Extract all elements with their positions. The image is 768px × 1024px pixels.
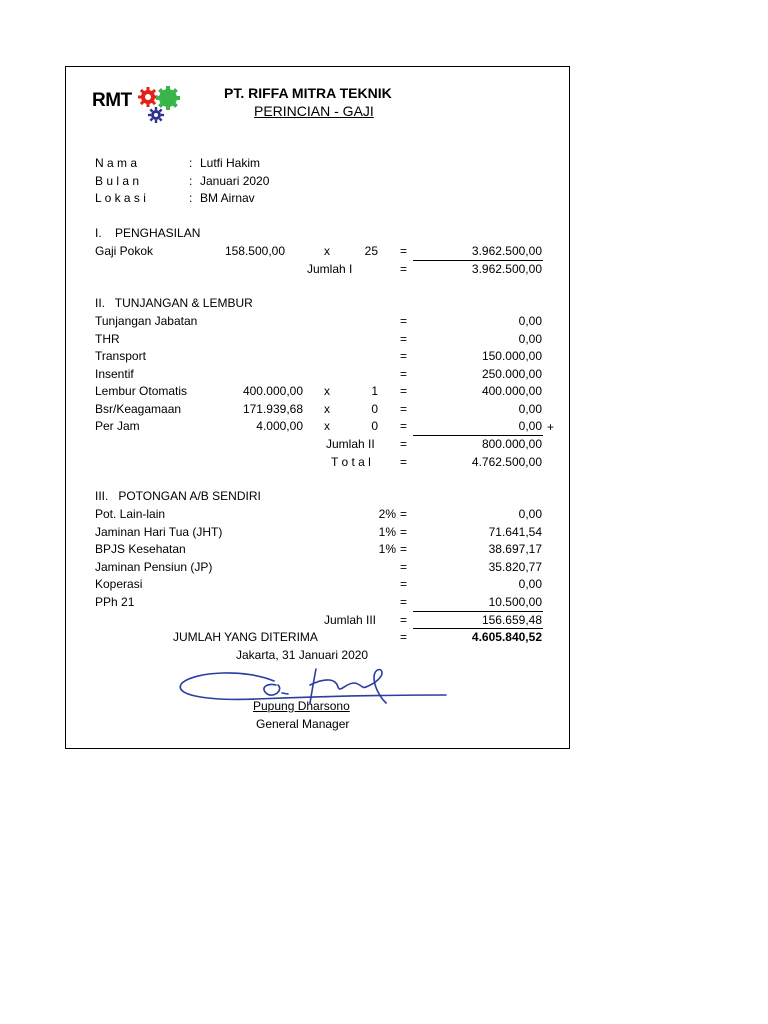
allowance-amount: 0,00	[518, 419, 542, 433]
deduction-amount: 35.820,77	[488, 559, 542, 574]
equals-sign: =	[400, 349, 408, 363]
deduction-label: Jaminan Hari Tua (JHT)	[95, 524, 223, 539]
allowance-qty: 0	[371, 401, 378, 416]
equals-sign: =	[400, 384, 408, 398]
plus-sign: +	[547, 420, 555, 434]
deduction-label: Koperasi	[95, 577, 143, 591]
multiply-sign: x	[324, 384, 330, 398]
equals-sign: =	[400, 244, 408, 258]
allowance-label: Tunjangan Jabatan	[95, 314, 198, 328]
allowance-label: Lembur Otomatis	[95, 384, 188, 398]
allowance-label: Per Jam	[95, 419, 140, 433]
gaji-pokok-amount: 3.962.500,00	[471, 244, 542, 258]
info-colon: :	[189, 156, 193, 170]
multiply-sign: x	[324, 419, 330, 433]
deduction-amount: 10.500,00	[488, 594, 542, 609]
jumlah-1-label: Jumlah I	[307, 262, 353, 276]
subtotal-line	[413, 611, 543, 612]
info-value-name: Lutfi Hakim	[200, 156, 261, 170]
deduction-percent: 1%	[378, 524, 396, 539]
section-2-title: II. TUNJANGAN & LEMBUR	[95, 296, 253, 310]
company-logo	[92, 85, 187, 123]
allowance-rate: 400.000,00	[242, 384, 303, 398]
allowance-amount: 150.000,00	[481, 349, 542, 363]
green-gear	[156, 86, 180, 110]
deduction-amount: 0,00	[518, 507, 542, 521]
info-value-location: BM Airnav	[200, 191, 255, 205]
place-date: Jakarta, 31 Januari 2020	[236, 648, 369, 662]
company-name: PT. RIFFA MITRA TEKNIK	[224, 85, 392, 101]
signatory-position: General Manager	[256, 717, 350, 731]
deduction-amount: 71.641,54	[488, 524, 542, 539]
blue-gear	[148, 107, 164, 123]
allowance-rate: 4.000,00	[256, 419, 303, 433]
allowance-label: Insentif	[95, 366, 134, 381]
section-3-title: III. POTONGAN A/B SENDIRI	[95, 489, 261, 503]
equals-sign: =	[400, 559, 408, 574]
equals-sign: =	[400, 419, 408, 433]
allowance-rate: 171.939,68	[242, 401, 303, 416]
allowance-amount: 0,00	[518, 401, 542, 416]
allowance-label: Transport	[95, 349, 146, 363]
jumlah-3-amount: 156.659,48	[481, 613, 542, 627]
equals-sign: =	[400, 577, 408, 591]
gaji-pokok-qty: 25	[364, 244, 378, 258]
subtotal-line	[413, 435, 543, 436]
red-gear	[138, 87, 158, 107]
allowance-label: THR	[95, 331, 120, 346]
allowance-qty: 1	[371, 384, 378, 398]
equals-sign: =	[400, 455, 408, 469]
allowance-amount: 400.000,00	[481, 384, 542, 398]
gaji-pokok-label: Gaji Pokok	[95, 244, 154, 258]
equals-sign: =	[400, 401, 408, 416]
deduction-label: PPh 21	[95, 594, 135, 609]
info-label-name: N a m a	[95, 156, 138, 170]
equals-sign: =	[400, 594, 408, 609]
subtotal-line	[413, 260, 543, 261]
document-subtitle: PERINCIAN - GAJI	[254, 103, 374, 119]
jumlah-2-amount: 800.000,00	[481, 437, 542, 451]
equals-sign: =	[400, 630, 408, 644]
deduction-percent: 1%	[378, 542, 396, 556]
deduction-percent: 2%	[378, 507, 396, 521]
equals-sign: =	[400, 262, 408, 276]
deduction-label: BPJS Kesehatan	[95, 542, 186, 556]
section-1-title: I. PENGHASILAN	[95, 226, 201, 240]
jumlah-2-label: Jumlah II	[326, 437, 375, 451]
logo-text: RMT	[92, 90, 132, 111]
gaji-pokok-rate: 158.500,00	[224, 244, 285, 258]
equals-sign: =	[400, 314, 408, 328]
subtotal-line	[413, 628, 543, 629]
signatory-name: Pupung Dharsono	[253, 699, 350, 713]
equals-sign: =	[400, 542, 408, 556]
allowance-amount: 0,00	[518, 314, 542, 328]
equals-sign: =	[400, 366, 408, 381]
allowance-amount: 250.000,00	[481, 366, 542, 381]
multiply-sign: x	[324, 401, 330, 416]
equals-sign: =	[400, 331, 408, 346]
gear-icon	[136, 85, 196, 125]
info-label-month: B u l a n	[95, 174, 140, 188]
total-label: T o t a l	[331, 455, 371, 469]
deduction-label: Pot. Lain-lain	[95, 507, 166, 521]
total-amount: 4.762.500,00	[471, 455, 542, 469]
deduction-label: Jaminan Pensiun (JP)	[95, 559, 213, 574]
equals-sign: =	[400, 613, 408, 627]
received-label: JUMLAH YANG DITERIMA	[173, 630, 318, 644]
info-value-month: Januari 2020	[200, 174, 270, 188]
jumlah-1-amount: 3.962.500,00	[471, 262, 542, 276]
allowance-amount: 0,00	[518, 331, 542, 346]
info-label-location: L o k a s i	[95, 191, 146, 205]
equals-sign: =	[400, 507, 408, 521]
jumlah-3-label: Jumlah III	[324, 613, 377, 627]
equals-sign: =	[400, 437, 408, 451]
received-amount: 4.605.840,52	[471, 630, 542, 644]
info-colon: :	[189, 174, 193, 188]
payslip-document	[65, 66, 570, 749]
allowance-label: Bsr/Keagamaan	[95, 401, 182, 416]
equals-sign: =	[400, 524, 408, 539]
allowance-qty: 0	[371, 419, 378, 433]
info-colon: :	[189, 191, 193, 205]
multiply-sign: x	[324, 244, 330, 258]
deduction-amount: 0,00	[518, 577, 542, 591]
deduction-amount: 38.697,17	[488, 542, 542, 556]
